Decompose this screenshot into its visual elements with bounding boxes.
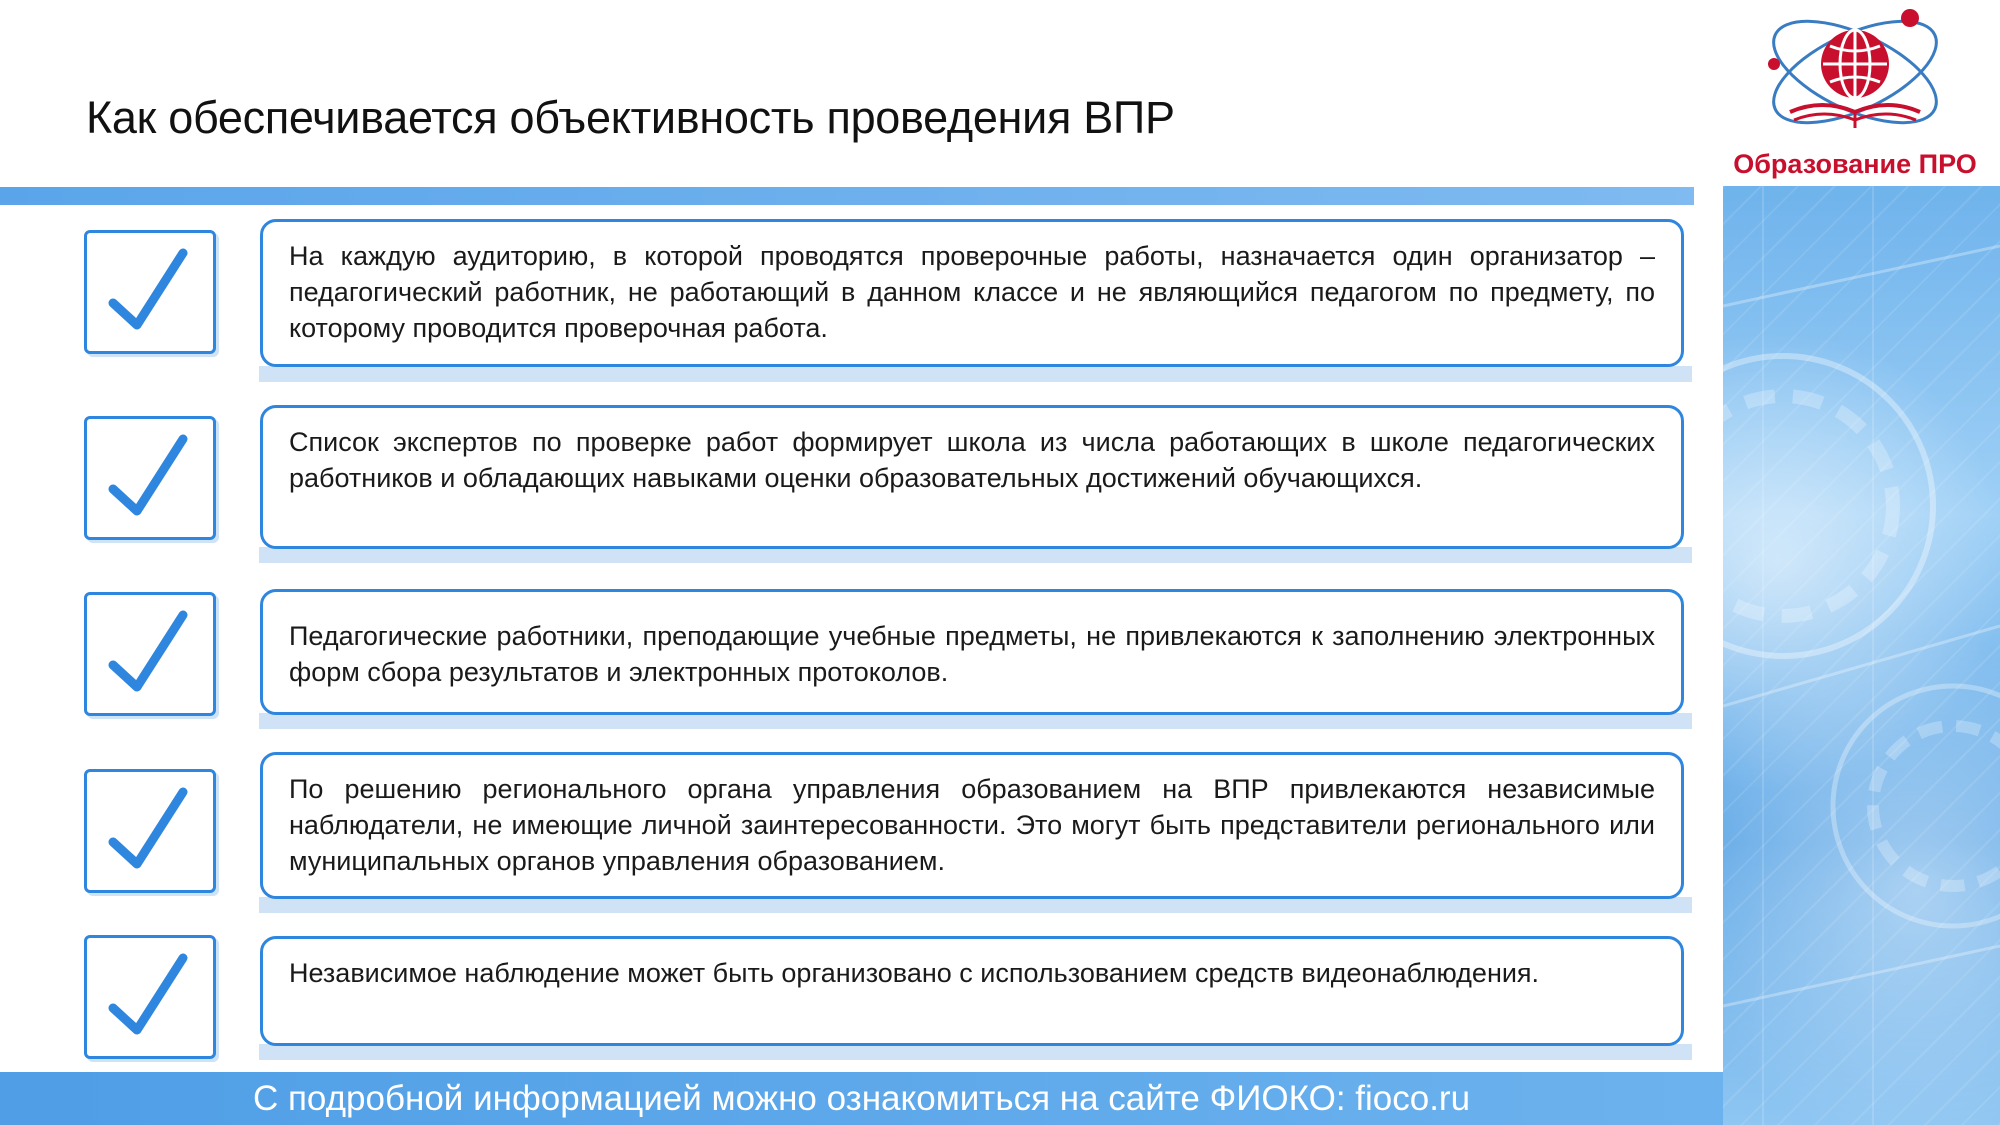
footer-banner — [0, 1072, 1723, 1125]
logo — [1710, 2, 2000, 187]
checkmark-icon — [107, 607, 193, 699]
statement-text-1: На каждую аудиторию, в которой проводятся проверочные работы, назначается один организатор – педагогический работник, не работающий в данном классе и не являющийся педагогом по предмету, по которому проводится проверочная работа. — [289, 241, 1655, 343]
checkmark-icon — [107, 245, 193, 337]
checkbox-1[interactable] — [84, 230, 216, 354]
checkmark-icon — [107, 431, 193, 523]
card-shadow-5 — [259, 1044, 1692, 1060]
statement-card-1 — [260, 219, 1684, 367]
statement-card-3 — [260, 589, 1684, 715]
top-stripe — [0, 187, 1694, 205]
statement-text-5: Независимое наблюдение может быть организовано с использованием средств видеонаблюдения. — [289, 958, 1540, 988]
statement-text-4: По решению регионального органа управления образованием на ВПР привлекаются независимые наблюдатели, не имеющие личной заинтересованности. Это могут быть представители регионального или муниципальных органов управления образованием. — [289, 774, 1655, 876]
page-title: Как обеспечивается объективность проведения ВПР — [86, 92, 1175, 143]
statement-card-2 — [260, 405, 1684, 549]
statement-card-5 — [260, 936, 1684, 1046]
statement-card-4 — [260, 752, 1684, 899]
card-shadow-1 — [259, 366, 1692, 382]
atom-globe-book-icon — [1710, 2, 2000, 152]
checkbox-3[interactable] — [84, 592, 216, 716]
checkbox-4[interactable] — [84, 769, 216, 893]
checkmark-icon — [107, 950, 193, 1042]
decorative-side-panel — [1723, 186, 2000, 1125]
footer-text[interactable]: С подробной информацией можно ознакомиться на сайте ФИОКО: fioco.ru — [252, 1079, 1471, 1118]
statement-text-2: Список экспертов по проверке работ формирует школа из числа работающих в школе педагогических работников и обладающих навыками оценки образовательных достижений обучающихся. — [289, 427, 1655, 493]
card-shadow-2 — [259, 547, 1692, 563]
card-shadow-4 — [259, 897, 1692, 913]
checkbox-2[interactable] — [84, 416, 216, 540]
checkbox-5[interactable] — [84, 935, 216, 1059]
card-shadow-3 — [259, 713, 1692, 729]
logo-text: Образование ПРО — [1733, 149, 1977, 179]
checkmark-icon — [107, 784, 193, 876]
statement-text-3: Педагогические работники, преподающие учебные предметы, не привлекаются к заполнению электронных форм сбора результатов и электронных протоколов. — [289, 621, 1655, 687]
